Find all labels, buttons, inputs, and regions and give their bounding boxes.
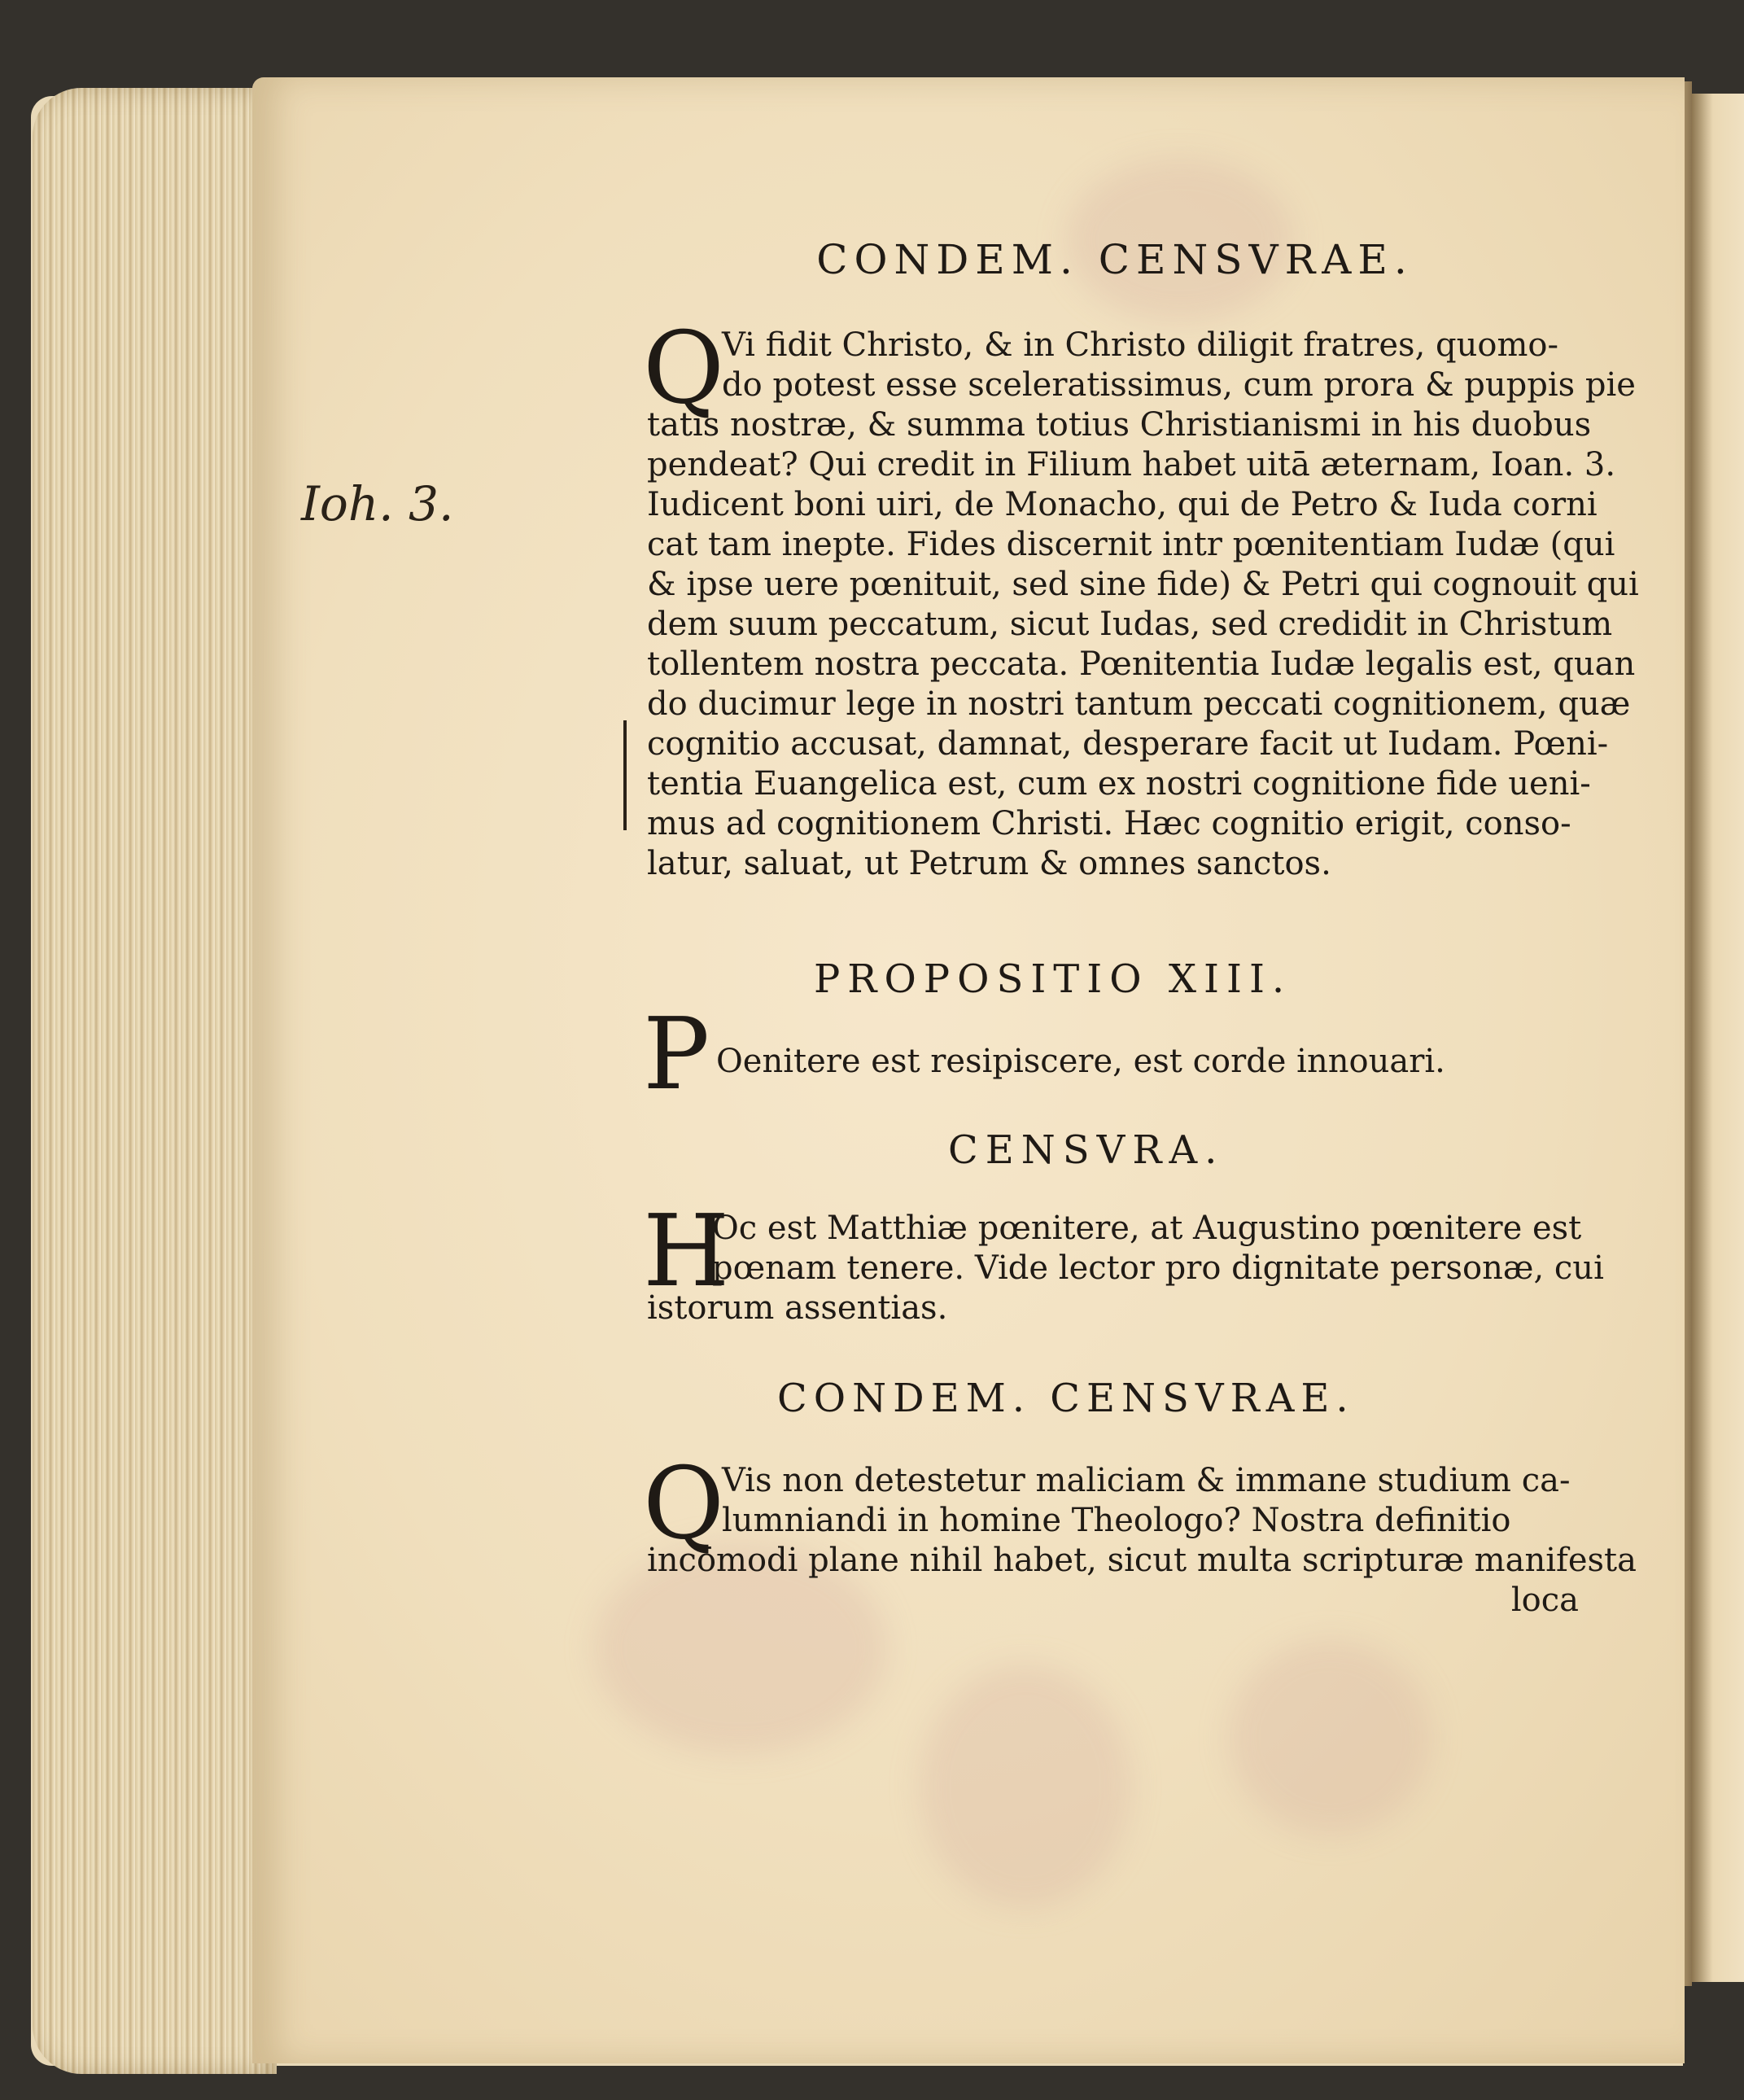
text-line: tatis nostræ, & summa totius Christianismi in his duobus xyxy=(647,406,1592,444)
text-line: Oenitere est resipiscere, est corde innouari. xyxy=(716,1043,1445,1080)
text-line: Oc est Matthiæ pœnitere, at Augustino pœnitere est xyxy=(712,1210,1582,1247)
text-line: istorum assentias. xyxy=(647,1289,948,1327)
page-stain xyxy=(1229,1640,1432,1835)
text-line: tollentem nostra peccata. Pœnitentia Iudæ legalis est, quan xyxy=(647,645,1636,683)
text-line: lumniandi in homine Theologo? Nostra definitio xyxy=(722,1502,1511,1539)
running-head: CONDEM. CENSVRAE. xyxy=(816,236,1414,283)
censura-heading: CENSVRA. xyxy=(948,1127,1225,1173)
text-line: cognitio accusat, damnat, desperare facit ut Iudam. Pœni- xyxy=(647,725,1609,763)
section-2-paragraph xyxy=(643,1446,1637,1621)
facing-page-edge xyxy=(1692,94,1744,1982)
text-line: incōmodi plane nihil habet, sicut multa scripturæ manifesta xyxy=(647,1542,1637,1579)
text-line: Vi fidit Christo, & in Christo diligit fratres, quomo- xyxy=(722,326,1558,364)
section-1-paragraph xyxy=(643,310,1639,884)
drop-cap: P xyxy=(643,996,710,1112)
text-line: do potest esse sceleratissimus, cum prora & puppis pie xyxy=(722,366,1636,404)
text-line: Vis non detestetur maliciam & immane studium ca- xyxy=(722,1462,1571,1499)
text-line: latur, saluat, ut Petrum & omnes sanctos. xyxy=(647,845,1331,882)
drop-cap: Q xyxy=(643,1446,725,1561)
censura-paragraph xyxy=(643,1193,1604,1328)
text-line: & ipse uere pœnituit, sed sine fide) & Petri qui cognouit qui xyxy=(647,566,1639,603)
page-stain xyxy=(920,1665,1131,1909)
text-line: Iudicent boni uiri, de Monacho, qui de Petro & Iuda corni xyxy=(647,486,1598,523)
margin-note: Ioh. 3. xyxy=(301,476,454,532)
text-line: dem suum peccatum, sicut Iudas, sed credidit in Christum xyxy=(647,606,1613,643)
page-edges xyxy=(33,88,277,2074)
text-line: pendeat? Qui credit in Filium habet uitā æternam, Ioan. 3. xyxy=(647,446,1616,483)
section-2-heading: CONDEM. CENSVRAE. xyxy=(777,1376,1355,1421)
propositio-heading: PROPOSITIO XIII. xyxy=(814,956,1292,1002)
catchword: loca xyxy=(1510,1582,1579,1619)
text-line: mus ad cognitionem Christi. Hæc cognitio erigit, conso- xyxy=(647,805,1571,842)
text-line: pœnam tenere. Vide lector pro dignitate personæ, cui xyxy=(712,1249,1604,1287)
drop-cap: Q xyxy=(643,310,725,426)
text-line: do ducimur lege in nostri tantum peccati cognitionem, quæ xyxy=(647,685,1631,723)
text-line: cat tam inepte. Fides discernit intr pœnitentiam Iudæ (qui xyxy=(647,526,1615,563)
margin-bracket xyxy=(623,720,635,830)
propositio-paragraph xyxy=(643,996,1591,1112)
drop-cap: H xyxy=(643,1193,730,1309)
text-line: tentia Euangelica est, cum ex nostri cognitione fide ueni- xyxy=(647,765,1591,803)
